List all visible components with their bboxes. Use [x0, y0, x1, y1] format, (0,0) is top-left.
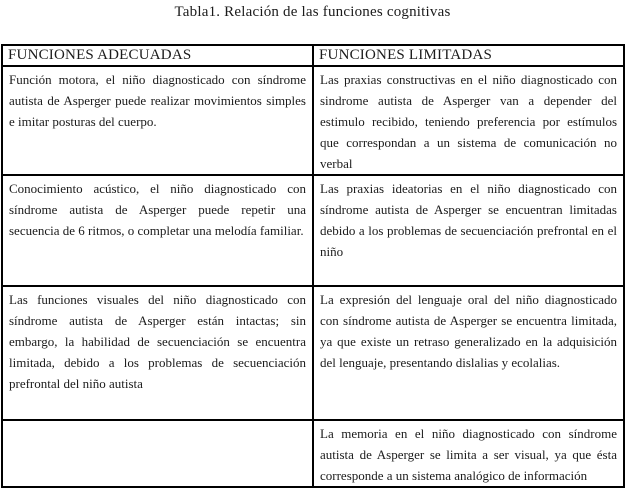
cell-funcion-motora: Función motora, el niño diagnosticado con síndrome autista de Asperger puede realizar movimientos simples e imitar posturas del cuerpo. [2, 66, 313, 175]
table-row [2, 175, 624, 286]
cell-expresion-lenguaje: La expresión del lenguaje oral del niño diagnosticado con síndrome autista de Asperger se encuentra limitada, ya que existe un retraso generalizado en la adquisición del lenguaje, presentando dislalias y ecolalias. [313, 286, 624, 420]
column-header-funciones-adecuadas: FUNCIONES ADECUADAS [2, 45, 313, 66]
cognitive-functions-table [1, 44, 625, 488]
table-row [2, 420, 624, 487]
cell-praxias-constructivas: Las praxias constructivas en el niño diagnosticado con sindrome autista de Asperger van a depender del estimulo recibido, teniendo preferencia por estímulos que correspondan a un sistema de comunicación no verbal [313, 66, 624, 175]
table-row [2, 66, 624, 175]
table-caption: Tabla1. Relación de las funciones cognitivas [174, 4, 451, 20]
cell-praxias-ideatorias: Las praxias ideatorias en el niño diagnosticado con síndrome autista de Asperger se encuentran limitadas debido a los problemas de secuenciación prefrontal en el niño [313, 175, 624, 286]
table-row [2, 286, 624, 420]
cell-funciones-visuales: Las funciones visuales del niño diagnosticado con síndrome autista de Asperger están intactas; sin embargo, la habilidad de secuenciación se encuentra limitada, debido a los problemas de secuenciación prefrontal del niño autista [2, 286, 313, 420]
column-header-funciones-limitadas: FUNCIONES LIMITADAS [313, 45, 624, 66]
cell-memoria-visual: La memoria en el niño diagnosticado con síndrome autista de Asperger se limita a ser visual, ya que ésta corresponde a un sistema analógico de información [313, 420, 624, 487]
table-header-row [2, 45, 624, 66]
cell-empty [2, 420, 313, 487]
cell-conocimiento-acustico: Conocimiento acústico, el niño diagnosticado con síndrome autista de Asperger puede repetir una secuencia de 6 ritmos, o completar una melodía familiar. [2, 175, 313, 286]
